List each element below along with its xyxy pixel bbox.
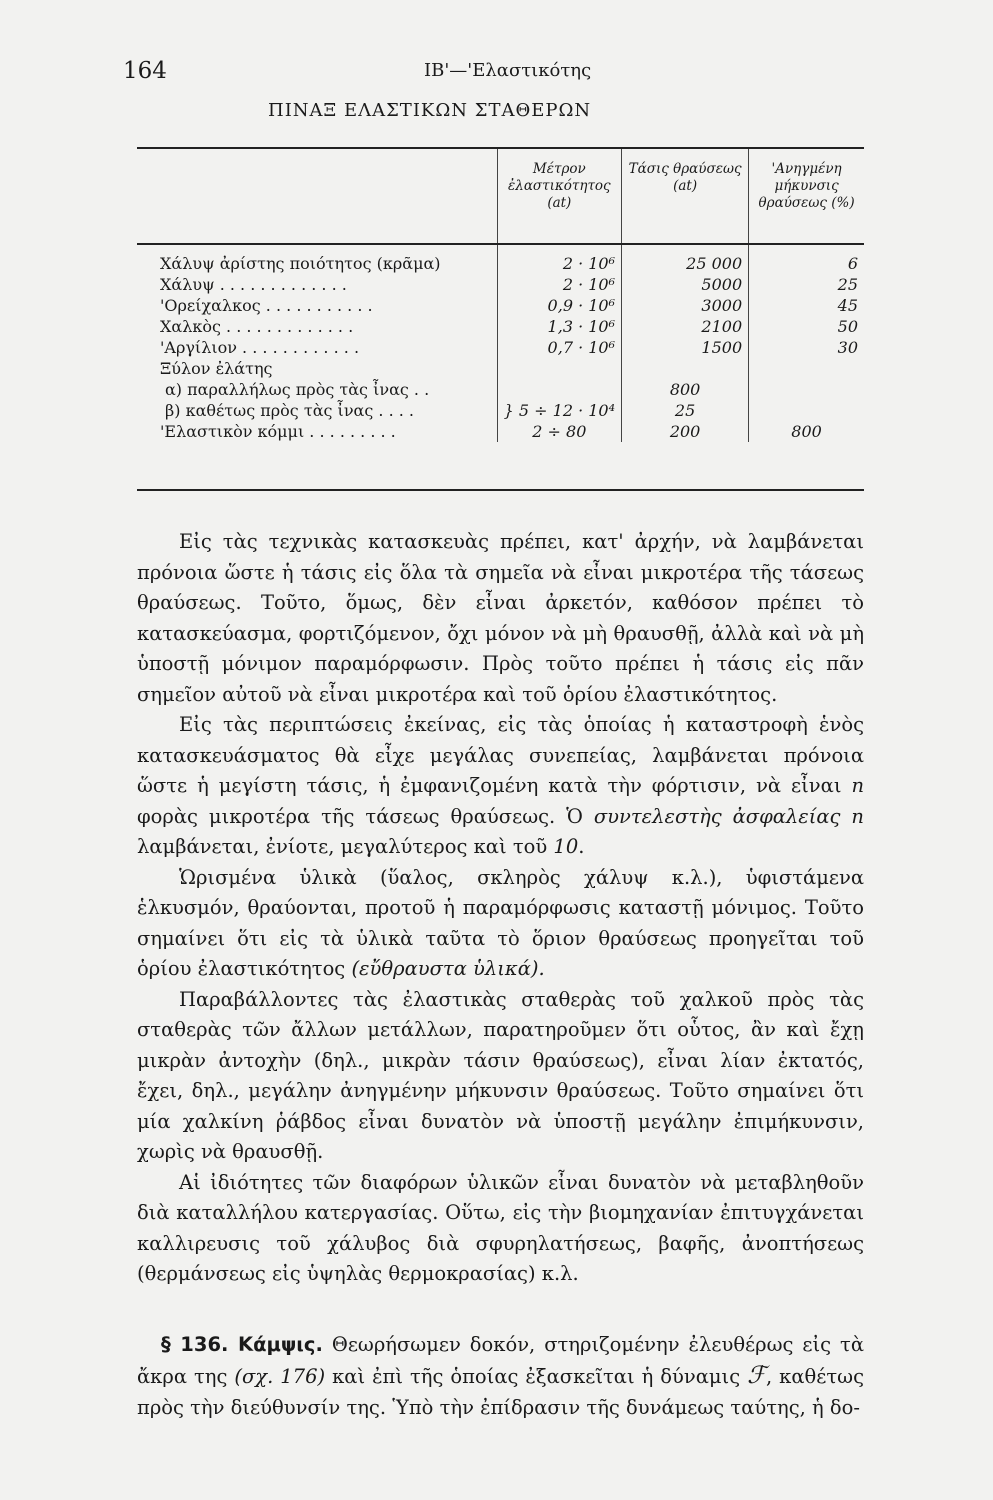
modulus-value: } 5 ÷ 12 · 10⁴	[497, 400, 621, 421]
text-run: n	[851, 774, 864, 797]
modulus-value: 2 · 10⁶	[497, 274, 621, 295]
paragraph: Παραβάλλοντες τὰς ἐλαστικὰς σταθερὰς τοῦ χαλκοῦ πρὸς τὰς σταθερὰς τῶν ἄλλων μετάλλων, παρατηροῦμεν ὅτι οὗτος, ἂν καὶ ἔχῃ μικρὰν ἀντοχὴν (δηλ., μικρὰν τάσιν θραύσεως), εἶναι λίαν ἐκτατός, ἔχει, δηλ., μεγάλην ἀνηγμένην μήκυνσιν θραύσεως. Τοῦτο σημαίνει ὅτι μία χαλκίνη ῥάβδος εἶναι δυνατὸν νὰ ὑποστῇ μεγάλην ἐπιμήκυνσιν, χωρὶς νὰ θραυσθῇ.	[137, 987, 864, 1163]
material-name: Χάλυψ ἀρίστης ποιότητος (κρᾶμα)	[160, 254, 441, 273]
table-row	[137, 400, 864, 421]
text-run: 10	[553, 835, 579, 858]
elongation-value	[749, 400, 864, 421]
strength-value: 800	[622, 379, 749, 400]
modulus-value: 0,7 · 10⁶	[497, 337, 621, 358]
paragraph	[137, 863, 864, 985]
figure-reference: (σχ. 176)	[234, 1365, 326, 1388]
strength-value: 2100	[622, 316, 749, 337]
elastic-constants-table	[137, 147, 864, 491]
material-name: β) καθέτως πρὸς τὰς ἶνας . . . .	[165, 401, 415, 420]
paragraph: Εἰς τὰς τεχνικὰς κατασκευὰς πρέπει, κατ' ἀρχήν, νὰ λαμβάνεται πρόνοια ὥστε ἡ τάσις εἰς ὅλα τὰ σημεῖα νὰ εἶναι μικροτέρα τῆς τάσεως θραύσεως. Τοῦτο, ὅμως, δὲν εἶναι ἀρκετόν, καθόσον πρέπει τὸ κατασκεύασμα, φορτιζόμενον, ὄχι μόνον νὰ μὴ θραυσθῇ, ἀλλὰ καὶ νὰ μὴ ὑποστῇ μόνιμον παραμόρφωσιν. Πρὸς τοῦτο πρέπει ἡ τάσις εἰς πᾶν σημεῖον αὐτοῦ νὰ εἶναι μικροτέρα καὶ τοῦ ὁρίου ἐλαστικότητος.	[137, 530, 864, 706]
table-row	[137, 337, 864, 358]
column-header-material	[137, 149, 497, 244]
material-name: Ξύλον ἐλάτης	[160, 359, 273, 378]
elongation-value	[749, 379, 864, 400]
text-run: , καθέτως πρὸς τὴν διεύθυνσίν της. Ὑπὸ τὴν ἐπίδρασιν τῆς δυνάμεως ταύτης, ἡ δο-	[137, 1365, 864, 1419]
table-row	[137, 358, 864, 379]
modulus-value	[497, 358, 621, 379]
running-title: ΙΒ'—'Ελαστικότης	[424, 60, 592, 81]
column-header-elongation: 'Ανηγμένη μήκυνσις θραύσεως (%)	[749, 149, 864, 244]
table-row	[137, 295, 864, 316]
section-heading: § 136. Κάμψις.	[161, 1332, 323, 1356]
page-number: 164	[123, 58, 167, 84]
table-row	[137, 379, 864, 400]
table-row	[137, 421, 864, 442]
text-run: .	[578, 835, 585, 858]
modulus-value: 0,9 · 10⁶	[497, 295, 621, 316]
strength-value: 1500	[622, 337, 749, 358]
text-run: Εἰς τὰς περιπτώσεις ἐκείνας, εἰς τὰς ὁποίας ἡ καταστροφὴ ἑνὸς κατασκευάσματος θὰ εἶχε μεγάλας συνεπείας, λαμβάνεται πρόνοια ὥστε ἡ μεγίστη τάσις, ἡ ἐμφανιζομένη κατὰ τὴν φόρτισιν, νὰ εἶναι	[137, 713, 864, 797]
text-run: φορὰς μικροτέρα τῆς τάσεως θραύσεως. Ὁ	[137, 804, 594, 828]
strength-value	[622, 358, 749, 379]
text-run: n	[840, 804, 864, 828]
elongation-value: 6	[749, 244, 864, 274]
text-run: Ὡρισμένα ὑλικὰ (ὕαλος, σκληρὸς χάλυψ κ.λ.), ὑφιστάμενα ἑλκυσμόν, θραύονται, προτοῦ ἡ παραμόρφωσις καταστῇ μόνιμος. Τοῦτο σημαίνει ὅτι εἰς τὰ ὑλικὰ ταῦτα τὸ ὅριον θραύσεως προηγεῖται τοῦ ὁρίου ἐλαστικότητος	[137, 865, 864, 980]
strength-value: 25 000	[622, 244, 749, 274]
text-run: Θεωρήσωμεν δοκόν, στηριζομένην ἐλευθέρως εἰς τὰ ἄκρα της	[137, 1332, 864, 1388]
elongation-value	[749, 358, 864, 379]
modulus-value	[497, 379, 621, 400]
modulus-value: 2 ÷ 80	[497, 421, 621, 442]
term-safety-factor: συντελεστὴς ἀσφαλείας	[593, 804, 841, 828]
paragraph	[137, 710, 864, 863]
strength-value: 3000	[622, 295, 749, 316]
term-brittle-materials: (εὔθραυστα ὑλικά).	[351, 957, 545, 980]
elongation-value: 45	[749, 295, 864, 316]
elongation-value: 800	[749, 421, 864, 442]
elongation-value: 25	[749, 274, 864, 295]
table-row	[137, 316, 864, 337]
column-header-modulus: Μέτρον ἐλαστικότητος (at)	[497, 149, 621, 244]
material-name: α) παραλλήλως πρὸς τὰς ἶνας . .	[165, 380, 430, 399]
text-run: καὶ ἐπὶ τῆς ὁποίας ἐξασκεῖται ἡ δύναμις	[325, 1365, 748, 1388]
table-row	[137, 244, 864, 274]
paragraph: Αἱ ἰδιότητες τῶν διαφόρων ὑλικῶν εἶναι δυνατὸν νὰ μεταβληθοῦν διὰ καταλλήλου κατεργασίας. Οὕτω, εἰς τὴν βιομηχανίαν ἐπιτυγχάνεται καλλιρευσις τοῦ χάλυβος διὰ σφυρηλατήσεως, βαφῆς, ἀνοπτήσεως (θερμάνσεως εἰς ὑψηλὰς θερμοκρασίας) κ.λ.	[137, 1170, 864, 1285]
elongation-value: 30	[749, 337, 864, 358]
table-row	[137, 274, 864, 295]
strength-value: 200	[622, 421, 749, 442]
material-name: Χάλυψ . . . . . . . . . . . . .	[160, 275, 347, 294]
section-136	[137, 1330, 864, 1424]
force-symbol: ℱ	[747, 1361, 766, 1389]
strength-value: 5000	[622, 274, 749, 295]
column-header-strength: Τάσις θραύσεως (at)	[622, 149, 749, 244]
body-text	[137, 527, 864, 1423]
material-name: 'Ελαστικὸν κόμμι . . . . . . . . .	[160, 422, 396, 441]
elongation-value: 50	[749, 316, 864, 337]
material-name: 'Αργίλιον . . . . . . . . . . . .	[160, 338, 360, 357]
material-name: 'Ορείχαλκος . . . . . . . . . . .	[160, 296, 373, 315]
table-title: ΠΙΝΑΞ ΕΛΑΣΤΙΚΩΝ ΣΤΑΘΕΡΩΝ	[268, 100, 592, 121]
strength-value: 25	[622, 400, 749, 421]
modulus-value: 2 · 10⁶	[497, 244, 621, 274]
text-run: λαμβάνεται, ἐνίοτε, μεγαλύτερος καὶ τοῦ	[137, 835, 554, 858]
material-name: Χαλκὸς . . . . . . . . . . . . .	[160, 317, 354, 336]
modulus-value: 1,3 · 10⁶	[497, 316, 621, 337]
